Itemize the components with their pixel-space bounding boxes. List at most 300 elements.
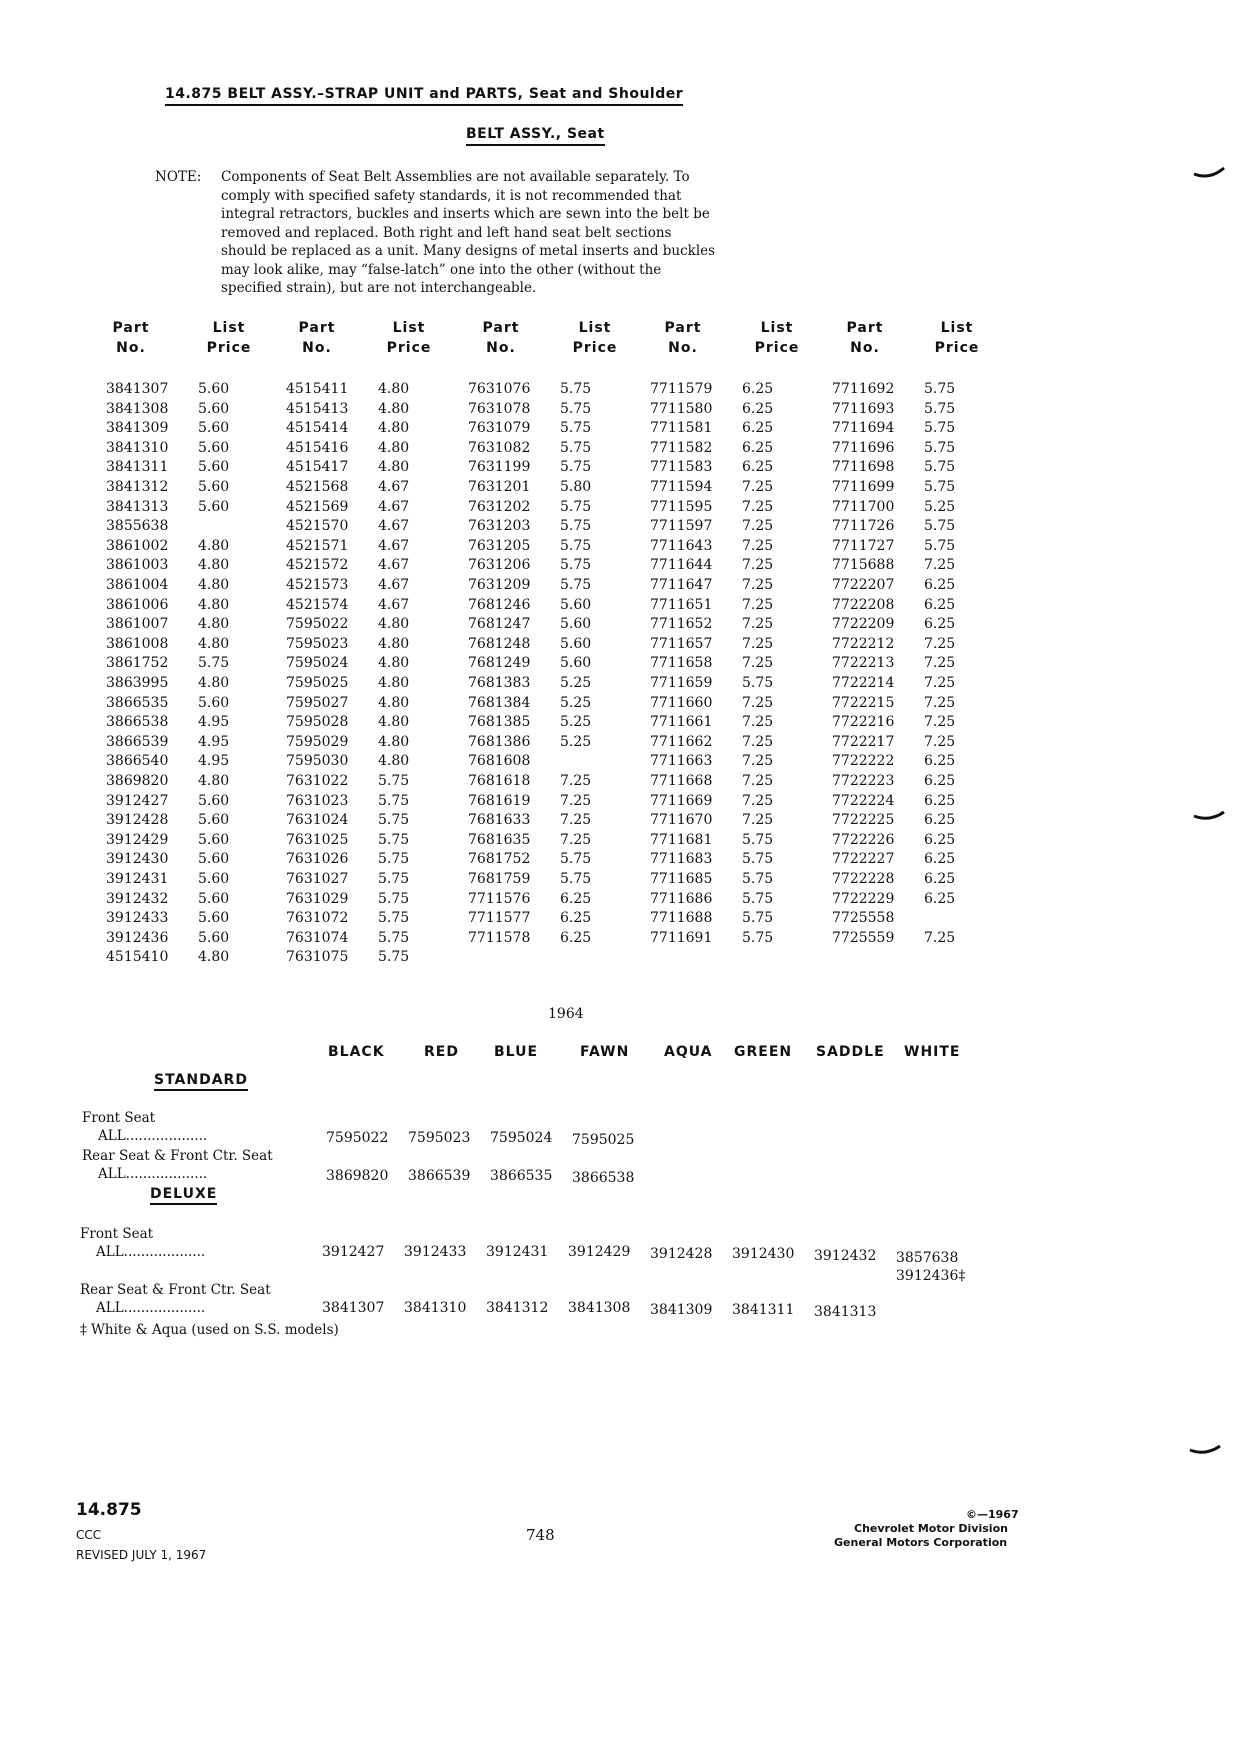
part-number: 7711579	[650, 381, 713, 397]
part-number: 3912430	[106, 851, 169, 867]
part-number: 7722214	[832, 675, 895, 691]
list-price: 5.60	[198, 910, 230, 926]
part-number: 7681619	[468, 793, 531, 809]
list-price: 4.67	[378, 557, 410, 573]
note-line: integral retractors, buckles and inserts which are sewn into the belt be	[221, 206, 710, 222]
part-number: 7631026	[286, 851, 349, 867]
registration-mark	[1192, 166, 1226, 180]
color-header-green: GREEN	[734, 1044, 793, 1060]
part-number: 7711696	[832, 440, 895, 456]
part-number: 3861006	[106, 597, 169, 613]
note-line: removed and replaced. Both right and left hand seat belt sections	[221, 224, 672, 241]
std-rear-all-label: ALL...................	[98, 1166, 208, 1182]
part-number: 7711726	[832, 518, 895, 534]
list-price: 5.75	[560, 459, 592, 475]
part-number: 3861752	[106, 655, 169, 671]
part-number: 4515414	[286, 420, 349, 436]
part-number: 4521570	[286, 518, 349, 534]
part-number: 4521568	[286, 479, 349, 495]
list-price: 6.25	[742, 440, 774, 456]
list-price: 6.25	[924, 812, 956, 828]
dlx-front-all-label: ALL...................	[96, 1244, 206, 1260]
list-price: 5.75	[560, 518, 592, 534]
list-price: 5.60	[198, 401, 230, 417]
part-number: 3841313	[106, 499, 169, 515]
part-number: 7711652	[650, 616, 713, 632]
header-word: Price	[572, 340, 618, 356]
note-line: should be replaced as a unit. Many designs of metal inserts and buckles	[221, 243, 716, 259]
footer-ccc: CCC	[76, 1528, 102, 1542]
list-price: 4.95	[198, 753, 230, 769]
part-number: 4515417	[286, 459, 349, 475]
list-price: 7.25	[924, 714, 956, 730]
list-price: 5.60	[198, 479, 230, 495]
list-price: 6.25	[742, 420, 774, 436]
header-word: Part	[664, 320, 702, 336]
header-word: List	[940, 320, 974, 336]
header-word: Part	[112, 320, 150, 336]
header-word: Part	[846, 320, 884, 336]
list-price: 5.75	[560, 420, 592, 436]
part-no-header	[96, 318, 166, 358]
part-number: 3841309	[106, 420, 169, 436]
list-price: 5.60	[198, 930, 230, 946]
part-number: 3841310	[106, 440, 169, 456]
list-price: 6.25	[742, 401, 774, 417]
part-number: 3912429	[106, 832, 169, 848]
dlx-rear-saddle: 3841313	[814, 1304, 877, 1320]
header-word: No.	[302, 340, 332, 356]
list-price: 5.75	[742, 910, 774, 926]
part-number: 7711683	[650, 851, 713, 867]
part-number: 7631079	[468, 420, 531, 436]
list-price: 6.25	[924, 577, 956, 593]
dlx-rear-all-label: ALL...................	[96, 1300, 206, 1316]
part-number: 7631072	[286, 910, 349, 926]
part-no-header	[466, 318, 536, 358]
list-price: 5.60	[560, 597, 592, 613]
part-number: 7631074	[286, 930, 349, 946]
part-number: 4515410	[106, 949, 169, 965]
dlx-rear-blue: 3841312	[486, 1300, 549, 1316]
list-price: 6.25	[924, 871, 956, 887]
color-header-saddle: SADDLE	[816, 1044, 885, 1060]
list-price: 5.75	[924, 538, 956, 554]
std-rear-black: 3869820	[326, 1168, 389, 1184]
part-number: 7722212	[832, 636, 895, 652]
list-price: 7.25	[924, 734, 956, 750]
part-number: 3861008	[106, 636, 169, 652]
part-number: 7631206	[468, 557, 531, 573]
dlx-front-white: 3857638	[896, 1250, 959, 1266]
part-number: 7631025	[286, 832, 349, 848]
part-number: 7681246	[468, 597, 531, 613]
header-word: Price	[206, 340, 252, 356]
list-price: 5.75	[924, 459, 956, 475]
list-price: 5.75	[560, 871, 592, 887]
list-price: 7.25	[560, 793, 592, 809]
year-heading: 1964	[548, 1006, 584, 1022]
color-header-red: RED	[424, 1044, 459, 1060]
part-number: 7681752	[468, 851, 531, 867]
list-price-header	[560, 318, 630, 358]
list-price: 5.75	[378, 949, 410, 965]
list-price: 7.25	[742, 577, 774, 593]
list-price: 5.75	[378, 891, 410, 907]
list-price-header	[374, 318, 444, 358]
part-number: 7722225	[832, 812, 895, 828]
part-number: 3912433	[106, 910, 169, 926]
list-price: 7.25	[742, 812, 774, 828]
part-number: 7681249	[468, 655, 531, 671]
part-number: 7711644	[650, 557, 713, 573]
part-number: 4521574	[286, 597, 349, 613]
part-number: 7631027	[286, 871, 349, 887]
list-price: 6.25	[924, 832, 956, 848]
part-number: 7631201	[468, 479, 531, 495]
list-price: 5.60	[198, 381, 230, 397]
part-number: 7711577	[468, 910, 531, 926]
part-number: 7711669	[650, 793, 713, 809]
list-price: 7.25	[924, 636, 956, 652]
part-number: 7711685	[650, 871, 713, 887]
list-price: 5.75	[378, 851, 410, 867]
part-number: 7631023	[286, 793, 349, 809]
part-number: 3861007	[106, 616, 169, 632]
std-rear-seat-label: Rear Seat & Front Ctr. Seat	[82, 1148, 273, 1164]
part-number: 3841312	[106, 479, 169, 495]
part-number: 7711657	[650, 636, 713, 652]
list-price: 5.75	[742, 930, 774, 946]
list-price: 5.75	[560, 381, 592, 397]
part-number: 7631205	[468, 538, 531, 554]
part-number: 3861003	[106, 557, 169, 573]
part-number: 7595027	[286, 695, 349, 711]
list-price: 7.25	[742, 597, 774, 613]
note-line: may look alike, may “false-latch” one into the other (without the	[221, 261, 662, 278]
dlx-front-seat-label: Front Seat	[80, 1226, 154, 1242]
part-number: 7631203	[468, 518, 531, 534]
list-price: 5.75	[560, 499, 592, 515]
part-number: 7711700	[832, 499, 895, 515]
part-number: 3866535	[106, 695, 169, 711]
dlx-rear-green: 3841311	[732, 1302, 795, 1318]
part-no-header	[830, 318, 900, 358]
list-price: 5.75	[924, 401, 956, 417]
list-price: 7.25	[742, 499, 774, 515]
list-price: 4.67	[378, 479, 410, 495]
part-number: 7711681	[650, 832, 713, 848]
header-word: List	[212, 320, 246, 336]
part-number: 7711651	[650, 597, 713, 613]
list-price: 5.75	[742, 832, 774, 848]
color-header-blue: BLUE	[494, 1044, 539, 1060]
part-number: 7722209	[832, 616, 895, 632]
note-line: comply with specified safety standards, it is not recommended that	[221, 187, 682, 204]
list-price: 7.25	[742, 773, 774, 789]
footer-section-number: 14.875	[76, 1500, 142, 1520]
list-price: 4.67	[378, 597, 410, 613]
part-number: 4521572	[286, 557, 349, 573]
list-price: 7.25	[742, 753, 774, 769]
note-label: NOTE:	[155, 169, 202, 185]
part-number: 7722228	[832, 871, 895, 887]
part-number: 7722215	[832, 695, 895, 711]
part-number: 7722207	[832, 577, 895, 593]
part-number: 7711670	[650, 812, 713, 828]
color-header-white: WHITE	[904, 1044, 961, 1060]
list-price: 4.80	[378, 440, 410, 456]
part-number: 4515416	[286, 440, 349, 456]
list-price: 5.60	[198, 891, 230, 907]
list-price: 7.25	[742, 557, 774, 573]
list-price: 5.75	[924, 440, 956, 456]
part-number: 7711643	[650, 538, 713, 554]
footnote: ‡ White & Aqua (used on S.S. models)	[80, 1322, 339, 1338]
list-price: 4.80	[198, 773, 230, 789]
part-number: 7711692	[832, 381, 895, 397]
header-word: List	[578, 320, 612, 336]
part-number: 7595022	[286, 616, 349, 632]
list-price: 7.25	[742, 479, 774, 495]
registration-mark	[1188, 1444, 1222, 1458]
part-number: 7722223	[832, 773, 895, 789]
header-word: No.	[116, 340, 146, 356]
part-number: 7711595	[650, 499, 713, 515]
header-word: No.	[850, 340, 880, 356]
part-number: 7711662	[650, 734, 713, 750]
list-price: 6.25	[742, 459, 774, 475]
part-number: 7711663	[650, 753, 713, 769]
standard-label: STANDARD	[154, 1072, 248, 1091]
list-price: 5.25	[924, 499, 956, 515]
list-price: 4.67	[378, 499, 410, 515]
part-number: 3866540	[106, 753, 169, 769]
part-number: 4521569	[286, 499, 349, 515]
part-number: 7681247	[468, 616, 531, 632]
part-number: 7711668	[650, 773, 713, 789]
list-price: 5.75	[378, 871, 410, 887]
std-rear-red: 3866539	[408, 1168, 471, 1184]
subsection-title: BELT ASSY., Seat	[466, 126, 605, 146]
list-price: 4.80	[198, 949, 230, 965]
list-price: 6.25	[924, 793, 956, 809]
header-word: Price	[934, 340, 980, 356]
dlx-front-black: 3912427	[322, 1244, 385, 1260]
part-number: 7715688	[832, 557, 895, 573]
header-word: Price	[386, 340, 432, 356]
list-price: 4.80	[378, 401, 410, 417]
std-front-blue: 7595024	[490, 1130, 553, 1146]
std-front-red: 7595023	[408, 1130, 471, 1146]
list-price: 7.25	[742, 793, 774, 809]
list-price: 7.25	[924, 675, 956, 691]
list-price: 7.25	[560, 773, 592, 789]
page-number: 748	[526, 1526, 555, 1544]
list-price: 7.25	[742, 714, 774, 730]
part-number: 3861004	[106, 577, 169, 593]
part-number: 3869820	[106, 773, 169, 789]
part-number: 7711583	[650, 459, 713, 475]
std-front-black: 7595022	[326, 1130, 389, 1146]
std-front-fawn: 7595025	[572, 1132, 635, 1148]
part-number: 3866539	[106, 734, 169, 750]
dlx-rear-seat-label: Rear Seat & Front Ctr. Seat	[80, 1282, 271, 1298]
list-price: 4.80	[198, 577, 230, 593]
list-price: 4.67	[378, 538, 410, 554]
part-number: 7631076	[468, 381, 531, 397]
list-price: 7.25	[742, 734, 774, 750]
part-number: 7681248	[468, 636, 531, 652]
part-number: 7711647	[650, 577, 713, 593]
part-number: 3912431	[106, 871, 169, 887]
list-price: 5.75	[742, 891, 774, 907]
dlx-rear-black: 3841307	[322, 1300, 385, 1316]
list-price: 5.75	[560, 401, 592, 417]
part-number: 7711576	[468, 891, 531, 907]
part-number: 3912428	[106, 812, 169, 828]
list-price: 5.60	[198, 420, 230, 436]
part-number: 7631202	[468, 499, 531, 515]
list-price: 7.25	[742, 695, 774, 711]
part-number: 7711578	[468, 930, 531, 946]
part-number: 7681759	[468, 871, 531, 887]
list-price: 6.25	[560, 930, 592, 946]
header-word: List	[392, 320, 426, 336]
part-number: 7711693	[832, 401, 895, 417]
list-price: 6.25	[924, 753, 956, 769]
list-price: 5.75	[378, 773, 410, 789]
list-price: 4.80	[378, 616, 410, 632]
list-price: 4.80	[378, 381, 410, 397]
list-price: 5.75	[742, 871, 774, 887]
list-price: 6.25	[924, 851, 956, 867]
part-number: 3841307	[106, 381, 169, 397]
dlx-front-saddle: 3912432	[814, 1248, 877, 1264]
part-number: 7711727	[832, 538, 895, 554]
part-number: 7722227	[832, 851, 895, 867]
list-price: 5.75	[924, 479, 956, 495]
list-price: 7.25	[742, 655, 774, 671]
list-price: 5.60	[198, 440, 230, 456]
list-price: 4.95	[198, 714, 230, 730]
part-no-header	[282, 318, 352, 358]
color-header-black: BLACK	[328, 1044, 385, 1060]
part-number: 7681383	[468, 675, 531, 691]
part-number: 7631082	[468, 440, 531, 456]
part-number: 4515411	[286, 381, 349, 397]
list-price: 7.25	[742, 636, 774, 652]
dlx-front-aqua: 3912428	[650, 1246, 713, 1262]
header-word: Part	[298, 320, 336, 336]
part-number: 7722226	[832, 832, 895, 848]
list-price: 4.80	[378, 734, 410, 750]
list-price: 4.67	[378, 577, 410, 593]
footer-division: Chevrolet Motor Division	[854, 1522, 1008, 1535]
part-number: 7631029	[286, 891, 349, 907]
part-number: 7681608	[468, 753, 531, 769]
list-price: 7.25	[742, 518, 774, 534]
part-number: 7631209	[468, 577, 531, 593]
list-price: 4.95	[198, 734, 230, 750]
part-number: 7711661	[650, 714, 713, 730]
list-price: 5.60	[198, 793, 230, 809]
dlx-front-green: 3912430	[732, 1246, 795, 1262]
list-price: 7.25	[742, 616, 774, 632]
header-word: Part	[482, 320, 520, 336]
section-title: 14.875 BELT ASSY.–STRAP UNIT and PARTS, Seat and Shoulder	[165, 86, 683, 106]
list-price: 5.75	[560, 538, 592, 554]
list-price: 7.25	[742, 538, 774, 554]
std-front-all-label: ALL...................	[98, 1128, 208, 1144]
list-price: 5.75	[742, 851, 774, 867]
part-number: 7711659	[650, 675, 713, 691]
part-number: 3863995	[106, 675, 169, 691]
dlx-front-white-alt: 3912436‡	[896, 1268, 966, 1284]
list-price: 6.25	[924, 597, 956, 613]
list-price: 6.25	[924, 616, 956, 632]
list-price: 5.75	[378, 910, 410, 926]
color-header-aqua: AQUA	[664, 1044, 713, 1060]
part-number: 7711660	[650, 695, 713, 711]
list-price: 5.60	[198, 695, 230, 711]
dlx-front-fawn: 3912429	[568, 1244, 631, 1260]
deluxe-label: DELUXE	[150, 1186, 217, 1205]
part-number: 7711658	[650, 655, 713, 671]
std-front-seat-label: Front Seat	[82, 1110, 156, 1126]
list-price: 4.80	[378, 636, 410, 652]
part-number: 7595029	[286, 734, 349, 750]
footer-copyright: ©—1967	[966, 1508, 1019, 1521]
list-price: 4.80	[198, 538, 230, 554]
part-number: 7722217	[832, 734, 895, 750]
part-number: 3861002	[106, 538, 169, 554]
part-number: 7631199	[468, 459, 531, 475]
header-word: Price	[754, 340, 800, 356]
part-number: 7595025	[286, 675, 349, 691]
part-number: 7711688	[650, 910, 713, 926]
part-number: 3866538	[106, 714, 169, 730]
header-word: No.	[486, 340, 516, 356]
list-price: 5.75	[924, 381, 956, 397]
part-number: 7681618	[468, 773, 531, 789]
list-price: 7.25	[924, 695, 956, 711]
part-number: 7711699	[832, 479, 895, 495]
list-price: 4.80	[378, 420, 410, 436]
color-header-fawn: FAWN	[580, 1044, 630, 1060]
list-price-header	[194, 318, 264, 358]
part-number: 7722229	[832, 891, 895, 907]
footer-revised: REVISED JULY 1, 1967	[76, 1548, 207, 1562]
list-price: 5.60	[198, 832, 230, 848]
part-number: 7595028	[286, 714, 349, 730]
part-number: 7711582	[650, 440, 713, 456]
header-word: No.	[668, 340, 698, 356]
list-price: 7.25	[924, 557, 956, 573]
part-number: 7595030	[286, 753, 349, 769]
part-number: 7725558	[832, 910, 895, 926]
list-price: 4.80	[198, 557, 230, 573]
part-number: 7725559	[832, 930, 895, 946]
list-price: 5.75	[198, 655, 230, 671]
list-price: 6.25	[924, 891, 956, 907]
list-price: 6.25	[742, 381, 774, 397]
dlx-rear-aqua: 3841309	[650, 1302, 713, 1318]
part-number: 7711581	[650, 420, 713, 436]
list-price: 6.25	[924, 773, 956, 789]
dlx-rear-red: 3841310	[404, 1300, 467, 1316]
part-number: 7722216	[832, 714, 895, 730]
